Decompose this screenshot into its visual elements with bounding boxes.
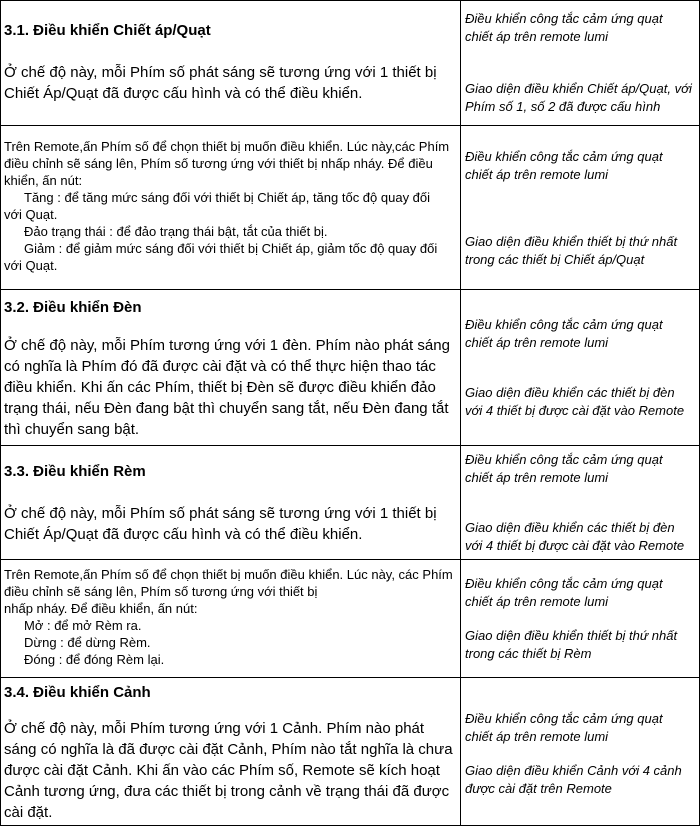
section-body xyxy=(4,62,458,104)
body-line: sáng có nghĩa là đã được cài đặt Cảnh, Phím nào tắt nghĩa là chưa xyxy=(4,741,453,758)
row-border xyxy=(0,289,700,290)
caption-line: với 4 thiết bị được cài đặt vào Remote xyxy=(465,538,685,553)
section-body xyxy=(4,718,458,823)
section-heading: 3.3. Điều khiển Rèm xyxy=(4,463,146,480)
list-item: với Quạt. xyxy=(4,207,58,222)
caption-line: chiết áp trên remote lumi xyxy=(465,594,609,609)
body-line: cài đặt. xyxy=(4,804,53,821)
row-border xyxy=(0,125,700,126)
body-line: điều chỉnh sẽ sáng lên, Phím số tương ứng với thiết bị nhấp nháy. Để điều xyxy=(4,156,433,171)
section-3-3-caption-bottom xyxy=(465,519,697,555)
list-item: Đảo trạng thái : để đảo trạng thái bật, tắt của thiết bị. xyxy=(24,224,328,239)
body-line: Chiết Áp/Quạt đã được cấu hình và có thể điều khiển. xyxy=(4,85,363,102)
body-line: Trên Remote,ấn Phím số để chọn thiết bị muốn điều khiển. Lúc này,các Phím xyxy=(4,139,450,154)
section-3-1-text xyxy=(4,22,458,104)
section-body xyxy=(4,335,458,440)
column-border xyxy=(460,0,461,826)
section-3-2-caption-bottom xyxy=(465,384,697,420)
body-line: điều khiển. Khi ấn các Phím, thiết bị Đèn sẽ được điều khiển đảo xyxy=(4,379,436,396)
caption-line: chiết áp trên remote lumi xyxy=(465,29,609,44)
caption-line: Điều khiển công tắc cảm ứng quạt xyxy=(465,149,663,164)
caption-line: chiết áp trên remote lumi xyxy=(465,335,609,350)
section-3-3-text xyxy=(4,463,458,545)
section-3-1b-caption-top xyxy=(465,148,697,184)
body-line: nhấp nháy. Để điều khiển, ấn nút: xyxy=(4,601,198,616)
row-border xyxy=(0,677,700,678)
caption-line: Giao diện điều khiển thiết bị thứ nhất xyxy=(465,234,678,249)
section-heading: 3.4. Điều khiển Cảnh xyxy=(4,684,151,701)
body-line: Ở chế độ này, mỗi Phím tương ứng với 1 đèn. Phím nào phát sáng xyxy=(4,337,450,354)
caption-line: Điều khiển công tắc cảm ứng quạt xyxy=(465,576,663,591)
section-3-4-text xyxy=(4,684,458,823)
section-3-2-caption-top xyxy=(465,316,697,352)
caption-line: Giao diện điều khiển các thiết bị đèn xyxy=(465,385,675,400)
caption-line: với 4 thiết bị được cài đặt vào Remote xyxy=(465,403,685,418)
body-line: thì chuyển sang bật. xyxy=(4,421,140,438)
list-item: Mở : để mở Rèm ra. xyxy=(24,618,142,633)
caption-line: Giao diện điều khiển các thiết bị đèn xyxy=(465,520,675,535)
body-line: Ở chế độ này, mỗi Phím số phát sáng sẽ tương ứng với 1 thiết bị xyxy=(4,505,437,522)
body-line: điều chỉnh sẽ sáng lên, Phím số tương ứng với thiết bị xyxy=(4,584,318,599)
row-border xyxy=(0,0,700,1)
body-line: trạng thái, nếu Đèn đang bật thì chuyển sang tắt, nếu Đèn đang tắt xyxy=(4,400,449,417)
list-item: Dừng : để dừng Rèm. xyxy=(24,635,151,650)
section-3-1-instructions xyxy=(4,138,458,274)
caption-line: Giao diện điều khiển Cảnh với 4 cảnh xyxy=(465,763,682,778)
list-item: Giảm : để giảm mức sáng đối với thiết bị Chiết áp, giảm tốc độ quay đối xyxy=(24,241,438,256)
section-heading: 3.2. Điều khiển Đèn xyxy=(4,299,142,316)
row-border xyxy=(0,559,700,560)
section-3-3-caption-top xyxy=(465,451,697,487)
section-3-1-caption-bottom xyxy=(465,80,697,116)
list-item: với Quạt. xyxy=(4,258,58,273)
body-line: Chiết Áp/Quạt đã được cấu hình và có thể điều khiển. xyxy=(4,526,363,543)
caption-line: chiết áp trên remote lumi xyxy=(465,167,609,182)
section-3-2-text xyxy=(4,299,458,440)
caption-line: Giao diện điều khiển thiết bị thứ nhất xyxy=(465,628,678,643)
caption-line: chiết áp trên remote lumi xyxy=(465,470,609,485)
caption-line: Điều khiển công tắc cảm ứng quạt xyxy=(465,711,663,726)
caption-line: Điều khiển công tắc cảm ứng quạt xyxy=(465,317,663,332)
body-line: khiển, ấn nút: xyxy=(4,173,83,188)
caption-line: Điều khiển công tắc cảm ứng quạt xyxy=(465,11,663,26)
caption-line: Điều khiển công tắc cảm ứng quạt xyxy=(465,452,663,467)
section-3-4-caption-top xyxy=(465,710,697,746)
section-heading: 3.1. Điều khiển Chiết áp/Quạt xyxy=(4,22,211,39)
body-line: Ở chế độ này, mỗi Phím số phát sáng sẽ tương ứng với 1 thiết bị xyxy=(4,64,437,81)
caption-line: trong các thiết bị Rèm xyxy=(465,646,592,661)
row-border xyxy=(0,445,700,446)
body-line: Ở chế độ này, mỗi Phím tương ứng với 1 Cảnh. Phím nào phát xyxy=(4,720,425,737)
caption-line: được cài đặt trên Remote xyxy=(465,781,612,796)
section-3-3b-caption-top xyxy=(465,575,697,611)
caption-line: Phím số 1, số 2 đã được cấu hình xyxy=(465,99,661,114)
body-line: Cảnh tương ứng, đưa các thiết bị trong cảnh về trạng thái đã được xyxy=(4,783,450,800)
caption-line: chiết áp trên remote lumi xyxy=(465,729,609,744)
section-3-1b-caption-bottom xyxy=(465,233,697,269)
section-3-4-caption-bottom xyxy=(465,762,697,798)
list-item: Tăng : để tăng mức sáng đối với thiết bị Chiết áp, tăng tốc độ quay đối xyxy=(24,190,431,205)
section-3-3b-caption-bottom xyxy=(465,627,697,663)
body-line: có nghĩa là Phím đó đã được cài đặt và có thể thực hiện thao tác xyxy=(4,358,436,375)
column-border xyxy=(0,0,1,826)
body-line: Trên Remote,ấn Phím số để chọn thiết bị muốn điều khiển. Lúc này, các Phím xyxy=(4,567,453,582)
body-line: được cài đặt Cảnh. Khi ấn vào các Phím số, Remote sẽ kích hoạt xyxy=(4,762,440,779)
caption-line: trong các thiết bị Chiết áp/Quạt xyxy=(465,252,645,267)
list-item: Đóng : để đóng Rèm lại. xyxy=(24,652,165,667)
section-body xyxy=(4,503,458,545)
section-3-3-instructions xyxy=(4,566,458,668)
caption-line: Giao diện điều khiển Chiết áp/Quạt, với xyxy=(465,81,692,96)
section-3-1-caption-top xyxy=(465,10,697,46)
